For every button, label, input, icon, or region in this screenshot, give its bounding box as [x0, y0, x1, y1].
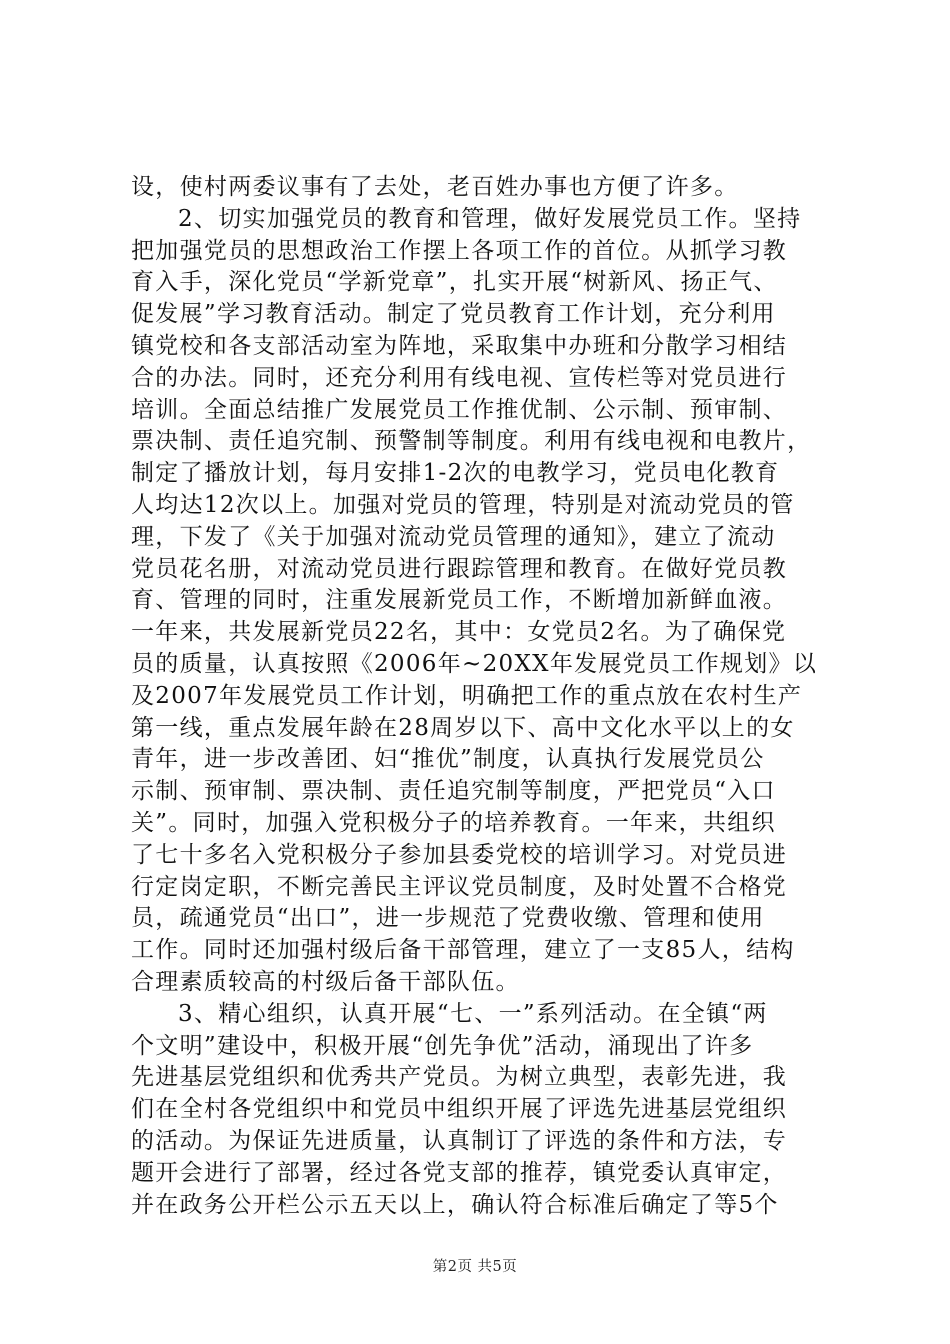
- text-line: 设，使村两委议事有了去处，老百姓办事也方便了许多。: [131, 174, 739, 200]
- text-line: 的活动。为保证先进质量，认真制订了评选的条件和方法，专: [131, 1127, 788, 1154]
- text-line: 理，下发了《关于加强对流动党员管理的通知》，建立了流动: [131, 523, 776, 550]
- text-line: 了七十多名入党积极分子参加县委党校的培训学习。对党员进: [131, 841, 788, 868]
- text-line: 并在政务公开栏公示五天以上，确认符合标准后确定了等5个: [131, 1191, 779, 1218]
- text-line: 育入手，深化党员“学新党章”，扎实开展“树新风、扬正气、: [131, 269, 778, 296]
- text-line: 票决制、责任追究制、预警制等制度。利用有线电视和电教片，: [131, 428, 812, 455]
- text-line: 示制、预审制、票决制、责任追究制等制度，严把党员“入口: [131, 778, 776, 805]
- text-line: 青年，进一步改善团、妇“推优”制度，认真执行发展党员公: [131, 746, 765, 773]
- text-line: 制定了播放计划，每月安排1-2次的电教学习，党员电化教育: [131, 460, 780, 487]
- text-line: 合的办法。同时，还充分利用有线电视、宣传栏等对党员进行: [131, 364, 788, 391]
- text-line: 第一线，重点发展年龄在28周岁以下、高中文化水平以上的女: [131, 714, 795, 741]
- text-line: 镇党校和各支部活动室为阵地，采取集中办班和分散学习相结: [131, 332, 788, 359]
- body-text: [131, 172, 821, 1221]
- text-line: 培训。全面总结推广发展党员工作推优制、公示制、预审制、: [131, 396, 788, 423]
- text-line: 题开会进行了部署，经过各党支部的推荐，镇党委认真审定，: [131, 1159, 788, 1186]
- text-line: 合理素质较高的村级后备干部队伍。: [131, 968, 520, 995]
- text-line: 关”。同时，加强入党积极分子的培养教育。一年来，共组织: [131, 809, 776, 836]
- text-line: 们在全村各党组织中和党员中组织开展了评选先进基层党组织: [131, 1096, 788, 1123]
- text-line: 一年来，共发展新党员22名，其中：女党员2名。为了确保党: [131, 619, 787, 646]
- text-line: 党员花名册，对流动党员进行跟踪管理和教育。在做好党员教: [131, 555, 788, 582]
- text-line: 育、管理的同时，注重发展新党员工作，不断增加新鲜血液。: [131, 587, 788, 614]
- text-line: 人均达12次以上。加强对党员的管理，特别是对流动党员的管: [131, 491, 795, 518]
- text-line: 工作。同时还加强村级后备干部管理，建立了一支85人，结构: [131, 937, 795, 964]
- text-line: 先进基层党组织和优秀共产党员。为树立典型，表彰先进，我: [131, 1064, 788, 1091]
- text-line: 促发展”学习教育活动。制定了党员教育工作计划，充分利用: [131, 301, 776, 328]
- page-number-footer: 第2页 共5页: [432, 1259, 518, 1275]
- text-line: 个文明”建设中，积极开展“创先争优”活动，涌现出了许多: [131, 1032, 754, 1059]
- text-line: 员的质量，认真按照《2006年~20XX年发展党员工作规划》以: [131, 650, 818, 677]
- paragraph-start-line: 2、切实加强党员的教育和管理，做好发展党员工作。坚持: [178, 205, 802, 232]
- paragraph-start-line: 3、精心组织，认真开展“七、一”系列活动。在全镇“两: [178, 1000, 768, 1027]
- text-line: 员，疏通党员“出口”，进一步规范了党费收缴、管理和使用: [131, 905, 765, 932]
- text-line: 及2007年发展党员工作计划，明确把工作的重点放在农村生产: [131, 682, 803, 709]
- text-line: 行定岗定职，不断完善民主评议党员制度，及时处置不合格党: [131, 873, 788, 900]
- text-line: 把加强党员的思想政治工作摆上各项工作的首位。从抓学习教: [131, 237, 788, 264]
